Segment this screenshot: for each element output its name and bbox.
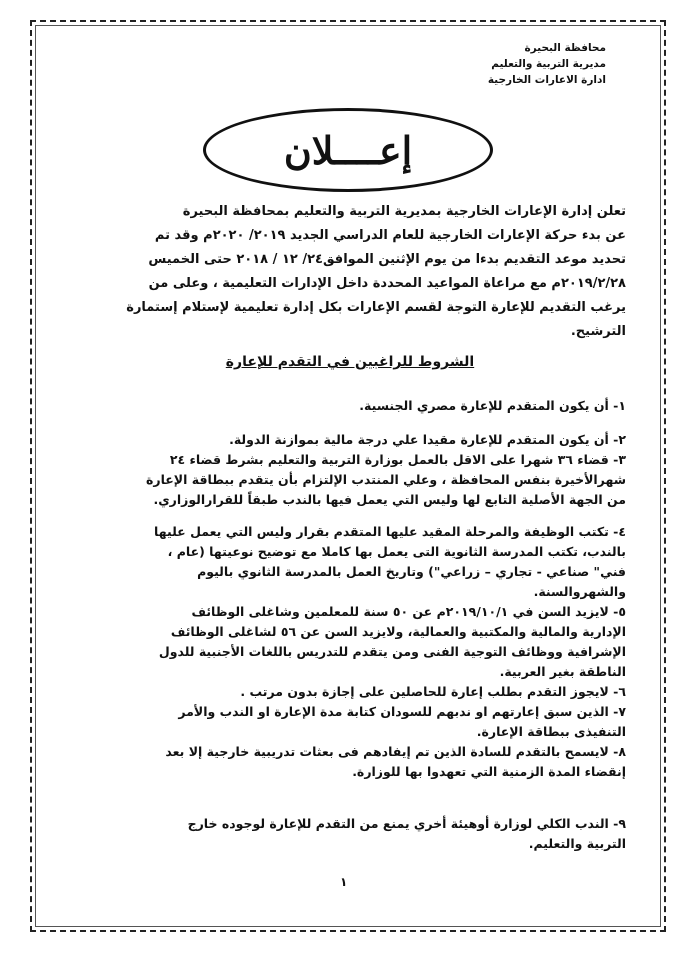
condition-line: التنفيذى ببطاقة الإعارة. [476,724,626,739]
condition-line: الناطقة بغير العربية. [499,664,626,679]
condition-line: والشهروالسنة. [533,584,626,599]
intro-paragraph [76,200,626,344]
intro-line: يرغب التقديم للإعارة التوجة لقسم الإعارات بكل إدارة تعليمية لإستلام إستمارة [126,300,626,315]
conditions-heading: الشروط للراغبين في التقدم للإعارة [225,354,475,370]
condition-line: ٩- الندب الكلي لوزارة أوهيئة أخري يمنع من التقدم للإعارة لوجوده خارج [187,816,626,831]
condition-group-2 [76,430,626,510]
announcement-title: إعــــلان [283,127,413,173]
condition-line: فني" صناعي - تجاري – زراعي") وتاريخ العمل بالمدرسة الثانوي باليوم [197,564,626,579]
page-number: ١ [340,875,348,889]
intro-line: تحديد موعد التقديم بدءا من يوم الإثنين الموافق٢٤/ ١٢ / ٢٠١٨ حتى الخميس [148,252,626,267]
condition-line: ٣- قضاء ٣٦ شهرا على الاقل بالعمل بوزارة التربية والتعليم بشرط قضاء ٢٤ [169,452,626,467]
condition-line: التربية والتعليم. [528,836,626,851]
announcement-title-oval [203,108,493,192]
intro-line: ٢٠١٩/٢/٢٨م مع مراعاة المواعيد المحددة داخل الإدارات التعليمية ، وعلى من [148,276,626,291]
condition-line: الإدارية والمالية والمكتبية والعمالية، ولايزيد السن عن ٥٦ لشاغلى الوظائف [170,624,626,639]
condition-line: ١- أن يكون المتقدم للإعارة مصري الجنسية. [359,398,626,413]
letterhead-department: ادارة الاعارات الخارجية [487,74,606,86]
condition-line: بالندب، تكتب المدرسة الثانوية التى يعمل بها كاملا مع توضيح نوعيتها (عام ، [167,544,626,559]
condition-line: ٢- أن يكون المتقدم للإعارة مقيدا علي درجة مالية بموازنة الدولة. [229,432,626,447]
intro-line: عن بدء حركة الإعارات الخارجية للعام الدراسي الجديد ٢٠١٩/ ٢٠٢٠م وقد تم [154,228,626,243]
condition-line: شهرالأخيرة بنفس المحافظة ، وعلي المنتدب الإلتزام بأن يتقدم ببطاقة الإعارة [146,472,626,487]
condition-line: ٤- تكتب الوظيفة والمرحلة المقيد عليها المتقدم بقرار وليس التي يعمل عليها [154,524,626,539]
letterhead-directorate: مديرية التربية والتعليم [491,58,606,70]
condition-group-1 [76,396,626,416]
condition-line: ٥- لايزيد السن في ٢٠١٩/١٠/١م عن ٥٠ سنة للمعلمين وشاغلى الوظائف [191,604,626,619]
condition-group-4 [76,814,626,854]
condition-line: ٦- لايجوز التقدم بطلب إعارة للحاصلين على إجازة بدون مرتب . [240,684,626,699]
condition-line: إنقضاء المدة الزمنية التي تعهدوا بها للوزارة. [352,764,626,779]
condition-line: من الجهة الأصلية التابع لها وليس التي يعمل فيها بالندب طبقاً للقرارالوزاري. [153,492,626,507]
intro-line: الترشيح. [570,324,626,339]
condition-line: ٨- لايسمح بالتقدم للسادة الذين تم إيفادهم فى بعثات تدريبية خارجية إلا بعد [165,744,626,759]
letterhead-governorate: محافظة البحيرة [524,42,606,54]
letterhead [406,40,606,88]
condition-line: الإشرافية ووظائف التوجية الفنى ومن يتقدم للتدريس باللغات الأجنبية للدول [158,644,626,659]
condition-line: ٧- الذين سبق إعارتهم او ندبهم للسودان كتابة مدة الإعارة او الندب والأمر [178,704,626,719]
intro-line: تعلن إدارة الإعارات الخارجية بمديرية التربية والتعليم بمحافظة البحيرة [182,204,626,219]
condition-group-3 [76,522,626,782]
